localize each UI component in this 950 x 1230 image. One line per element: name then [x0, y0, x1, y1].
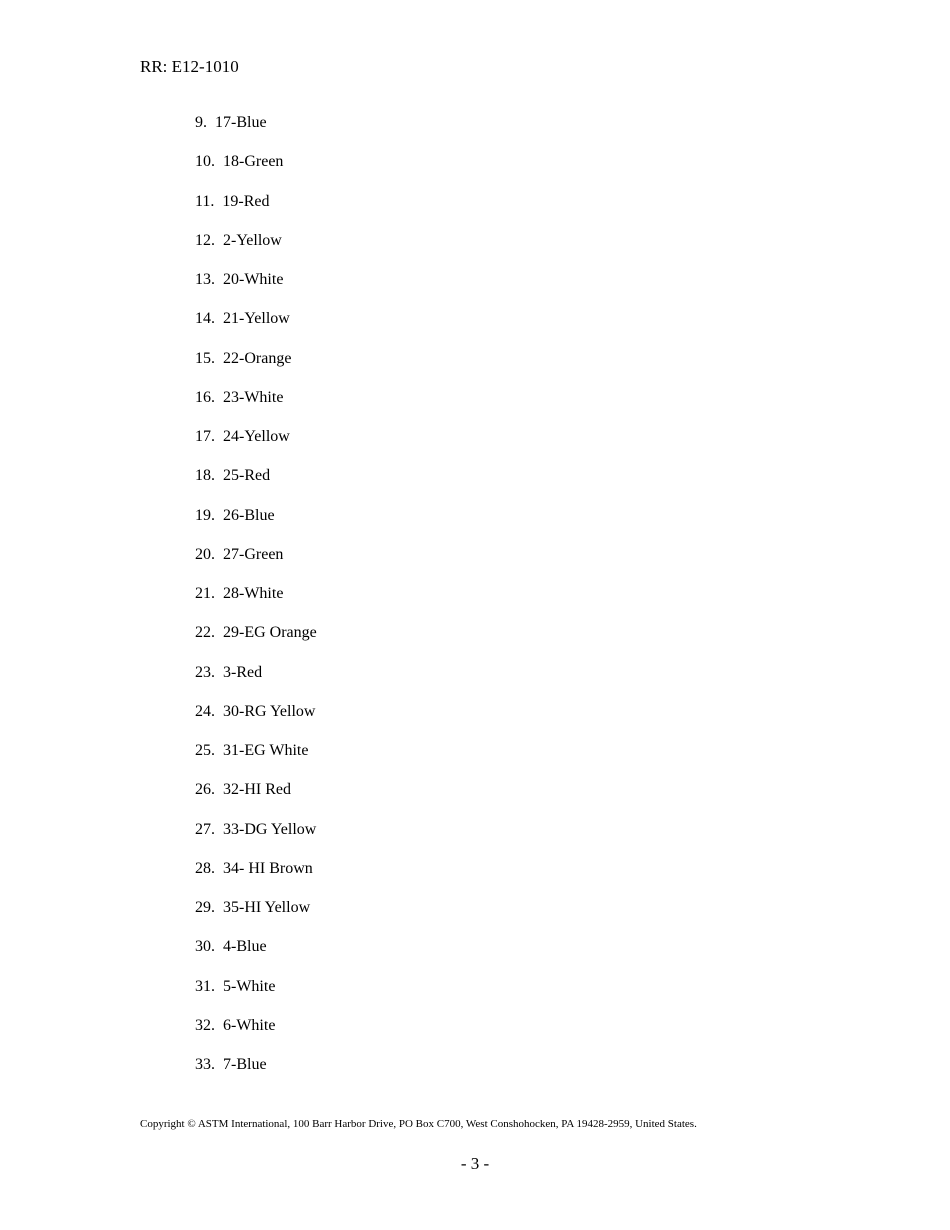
- list-item-number: 12.: [195, 231, 215, 249]
- list-item-text: 21-Yellow: [223, 310, 290, 328]
- list-item: [195, 466, 317, 505]
- list-item-number: 29.: [195, 899, 215, 916]
- list-item-number: 20.: [195, 545, 215, 563]
- list-item-text: 32-HI Red: [223, 781, 291, 799]
- list-item: [195, 192, 317, 231]
- list-item-text: 24-Yellow: [223, 428, 290, 445]
- list-item-text: 7-Blue: [223, 1056, 267, 1073]
- list-item-text: 19-Red: [222, 192, 270, 210]
- page-number: - 3 -: [460, 1154, 490, 1173]
- list-item-text: 20-White: [223, 271, 284, 288]
- list-item: [195, 623, 317, 662]
- list-item-number: 33.: [195, 1056, 215, 1073]
- list-item-number: 32.: [195, 1016, 215, 1034]
- list-item: [195, 1055, 317, 1094]
- list-item-text: 5-White: [223, 977, 276, 995]
- list-item-text: 34- HI Brown: [223, 859, 313, 877]
- list-item-text: 2-Yellow: [223, 231, 282, 249]
- list-item-number: 30.: [195, 938, 215, 956]
- list-item-number: 21.: [195, 585, 215, 602]
- list-item-text: 4-Blue: [223, 938, 267, 956]
- list-item-number: 19.: [195, 506, 215, 524]
- list-item: [195, 1016, 317, 1055]
- list-item: [195, 898, 317, 937]
- list-item: [195, 270, 317, 309]
- list-item-text: 17-Blue: [215, 114, 267, 131]
- numbered-item-list: [195, 113, 317, 1094]
- list-item-number: 15.: [195, 349, 215, 367]
- document-reference-header: RR: E12-1010: [140, 57, 239, 76]
- list-item-text: 31-EG White: [223, 742, 309, 759]
- list-item-number: 11.: [195, 192, 215, 210]
- list-item: [195, 977, 317, 1016]
- list-item: [195, 663, 317, 702]
- list-item: [195, 349, 317, 388]
- list-item: [195, 113, 317, 152]
- list-item: [195, 231, 317, 270]
- list-item-number: 27.: [195, 820, 215, 838]
- list-item: [195, 820, 317, 859]
- list-item-text: 27-Green: [223, 545, 284, 563]
- list-item: [195, 427, 317, 466]
- copyright-footer: Copyright © ASTM International, 100 Barr Harbor Drive, PO Box C700, West Conshohocken, PA 19428-2959, United States.: [140, 1118, 697, 1130]
- list-item-text: 22-Orange: [223, 349, 292, 367]
- list-item-number: 22.: [195, 624, 215, 642]
- list-item: [195, 702, 317, 741]
- list-item-number: 17.: [195, 428, 215, 445]
- list-item: [195, 859, 317, 898]
- list-item-number: 10.: [195, 153, 215, 171]
- list-item-number: 28.: [195, 859, 215, 877]
- list-item: [195, 545, 317, 584]
- list-item-number: 14.: [195, 310, 215, 328]
- list-item-text: 3-Red: [223, 663, 263, 681]
- list-item: [195, 780, 317, 819]
- list-item-number: 31.: [195, 977, 215, 995]
- list-item-text: 35-HI Yellow: [223, 899, 311, 916]
- list-item-text: 28-White: [223, 585, 284, 602]
- list-item-number: 13.: [195, 271, 215, 288]
- list-item-text: 26-Blue: [223, 506, 275, 524]
- list-item-text: 29-EG Orange: [223, 624, 317, 642]
- list-item-number: 24.: [195, 702, 215, 720]
- list-item-number: 9.: [195, 114, 207, 131]
- list-item-text: 18-Green: [223, 153, 284, 171]
- list-item: [195, 937, 317, 976]
- list-item: [195, 388, 317, 427]
- list-item-number: 18.: [195, 467, 215, 485]
- list-item-text: 23-White: [223, 388, 284, 406]
- list-item-number: 23.: [195, 663, 215, 681]
- list-item-text: 6-White: [223, 1016, 276, 1034]
- list-item-text: 33-DG Yellow: [223, 820, 317, 838]
- list-item: [195, 309, 317, 348]
- list-item: [195, 741, 317, 780]
- list-item: [195, 506, 317, 545]
- list-item-text: 30-RG Yellow: [223, 702, 316, 720]
- list-item: [195, 584, 317, 623]
- list-item-number: 25.: [195, 742, 215, 759]
- list-item-text: 25-Red: [223, 467, 271, 485]
- list-item: [195, 152, 317, 191]
- list-item-number: 26.: [195, 781, 215, 799]
- list-item-number: 16.: [195, 388, 215, 406]
